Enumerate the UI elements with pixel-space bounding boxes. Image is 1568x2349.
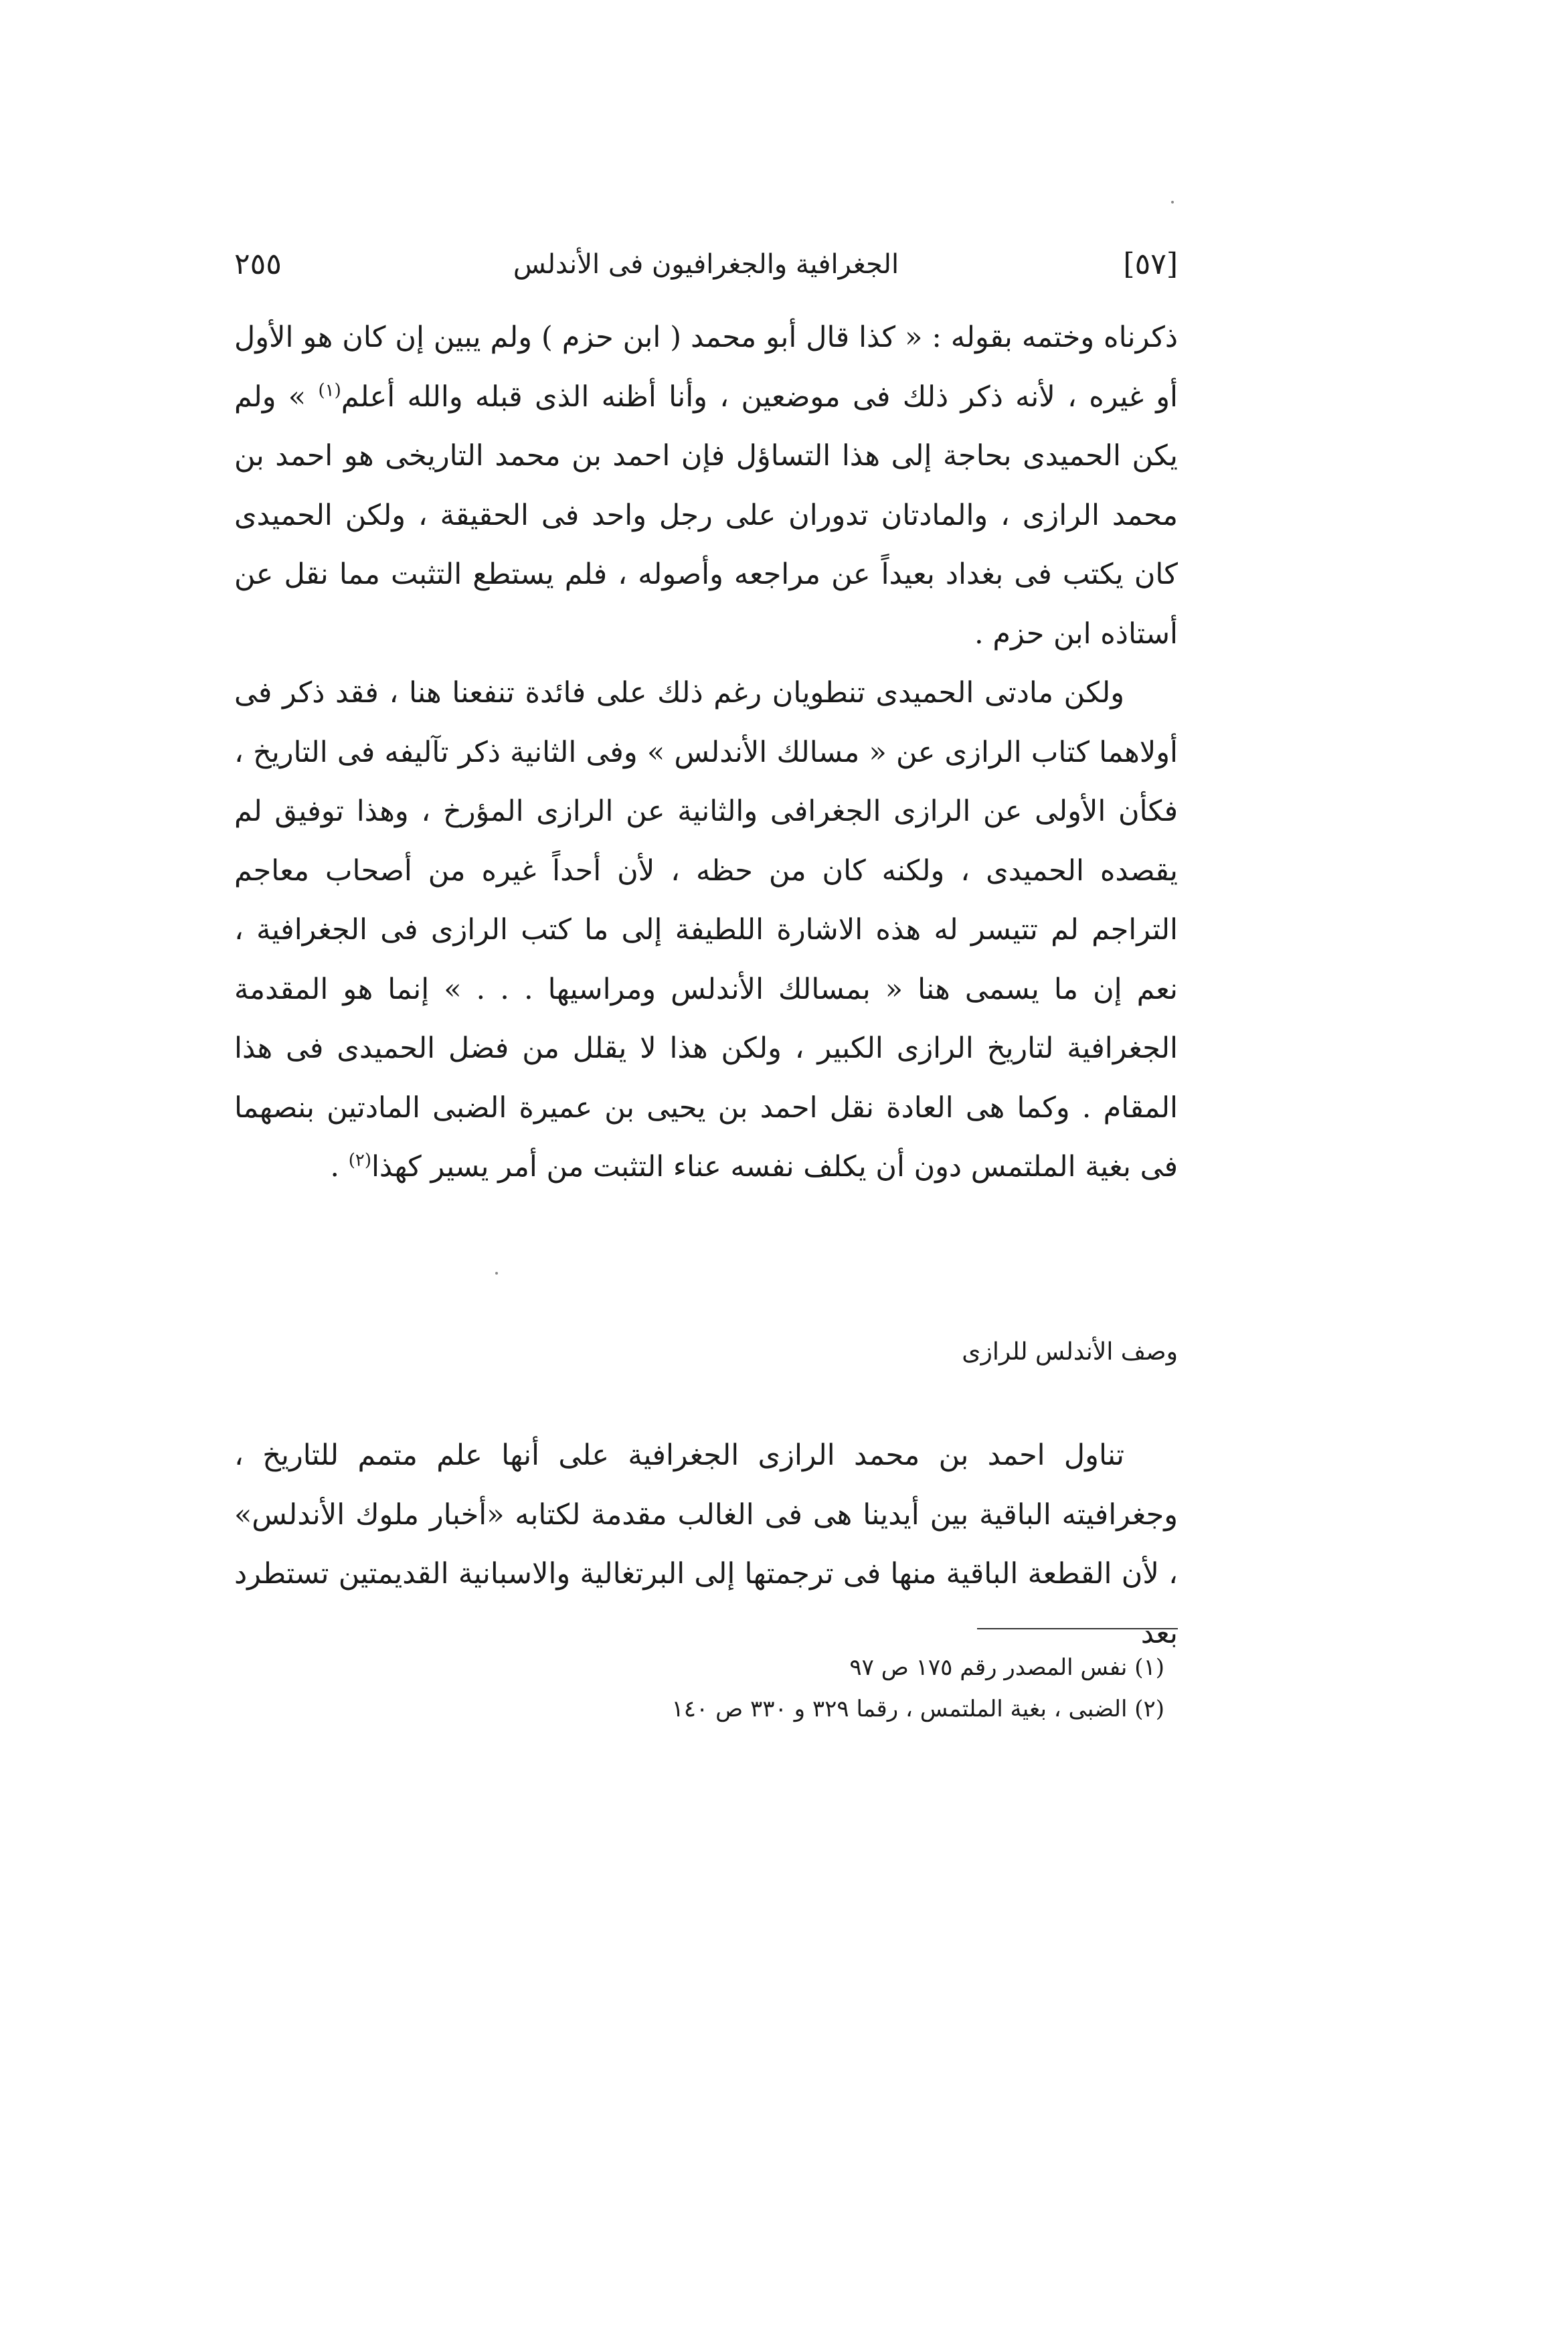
section-subheading: وصف الأندلس للرازى	[962, 1338, 1178, 1366]
footnote-reference: (١)	[318, 380, 341, 401]
paragraph-text: .	[330, 1150, 349, 1184]
footnote-reference: (٢)	[348, 1150, 371, 1171]
page-number: ٢٥٥	[234, 247, 282, 281]
paragraph: تناول احمد بن محمد الرازى الجغرافية على أنها علم متمم للتاريخ ، وجغرافيته الباقية بين أيدينا هى فى الغالب مقدمة لكتابه «أخبار ملوك الأندلس» ، لأن القطعة الباقية منها فى ترجمتها إلى البرتغالية والاسبانية القديمتين تستطرد بعد	[234, 1439, 1178, 1650]
footnote: (٢) الضبى ، بغية الملتمس ، رقما ٣٢٩ و ٣٣٠ ص ١٤٠	[671, 1696, 1164, 1722]
paragraph	[234, 308, 1178, 663]
paper-speck	[1171, 201, 1174, 204]
footnotes	[234, 1647, 1178, 1730]
footnote-divider	[977, 1628, 1178, 1629]
section-number: [٥٧]	[1123, 247, 1178, 281]
paragraph-text: ولكن مادتى الحميدى تنطويان رغم ذلك على فائدة تنفعنا هنا ، فقد ذكر فى أولاهما كتاب الرازى عن « مسالك الأندلس » وفى الثانية ذكر تآليفه فى التاريخ ، فكأن الأولى عن الرازى الجغرافى والثانية عن الرازى المؤرخ ، وهذا توفيق لم يقصده الحميدى ، ولكنه كان من حظه ، لأن أحداً غيره من أصحاب معاجم التراجم لم تتيسر له هذه الاشارة اللطيفة إلى ما كتب الرازى فى الجغرافية ، نعم إن ما يسمى هنا « بمسالك الأندلس ومراسيها . . . » إنما هو المقدمة الجغرافية لتاريخ الرازى الكبير ، ولكن هذا لا يقلل من فضل الحميدى فى هذا المقام . وكما هى العادة نقل احمد بن يحيى بن عميرة الضبى المادتين بنصهما فى بغية الملتمس دون أن يكلف نفسه عناء التثبت من أمر يسير كهذا	[234, 676, 1178, 1184]
running-header	[234, 238, 1178, 291]
paragraph-text: ذكرناه وختمه بقوله : « كذا قال أبو محمد ( ابن حزم ) ولم يبين إن كان هو الأول أو غيره ، لأنه ذكر ذلك فى موضعين ، وأنا أظنه الذى قبله والله أعلم	[234, 321, 1178, 414]
main-text-continued	[234, 1426, 1178, 1663]
footnote: (١) نفس المصدر رقم ١٧٥ ص ٩٧	[849, 1654, 1164, 1681]
paragraph-text: » ولم يكن الحميدى بحاجة إلى هذا التساؤل فإن احمد بن محمد التاريخى هو احمد بن محمد الرازى ، والمادتان تدوران على رجل واحد فى الحقيقة ، ولكن الحميدى كان يكتب فى بغداد بعيداً عن مراجعه وأصوله ، فلم يستطع التثبت مما نقل عن أستاذه ابن حزم .	[234, 380, 1178, 651]
paper-speck	[495, 1272, 498, 1275]
running-title: الجغرافية والجغرافيون فى الأندلس	[513, 249, 899, 280]
main-text	[234, 308, 1178, 1197]
paragraph	[234, 663, 1178, 1197]
